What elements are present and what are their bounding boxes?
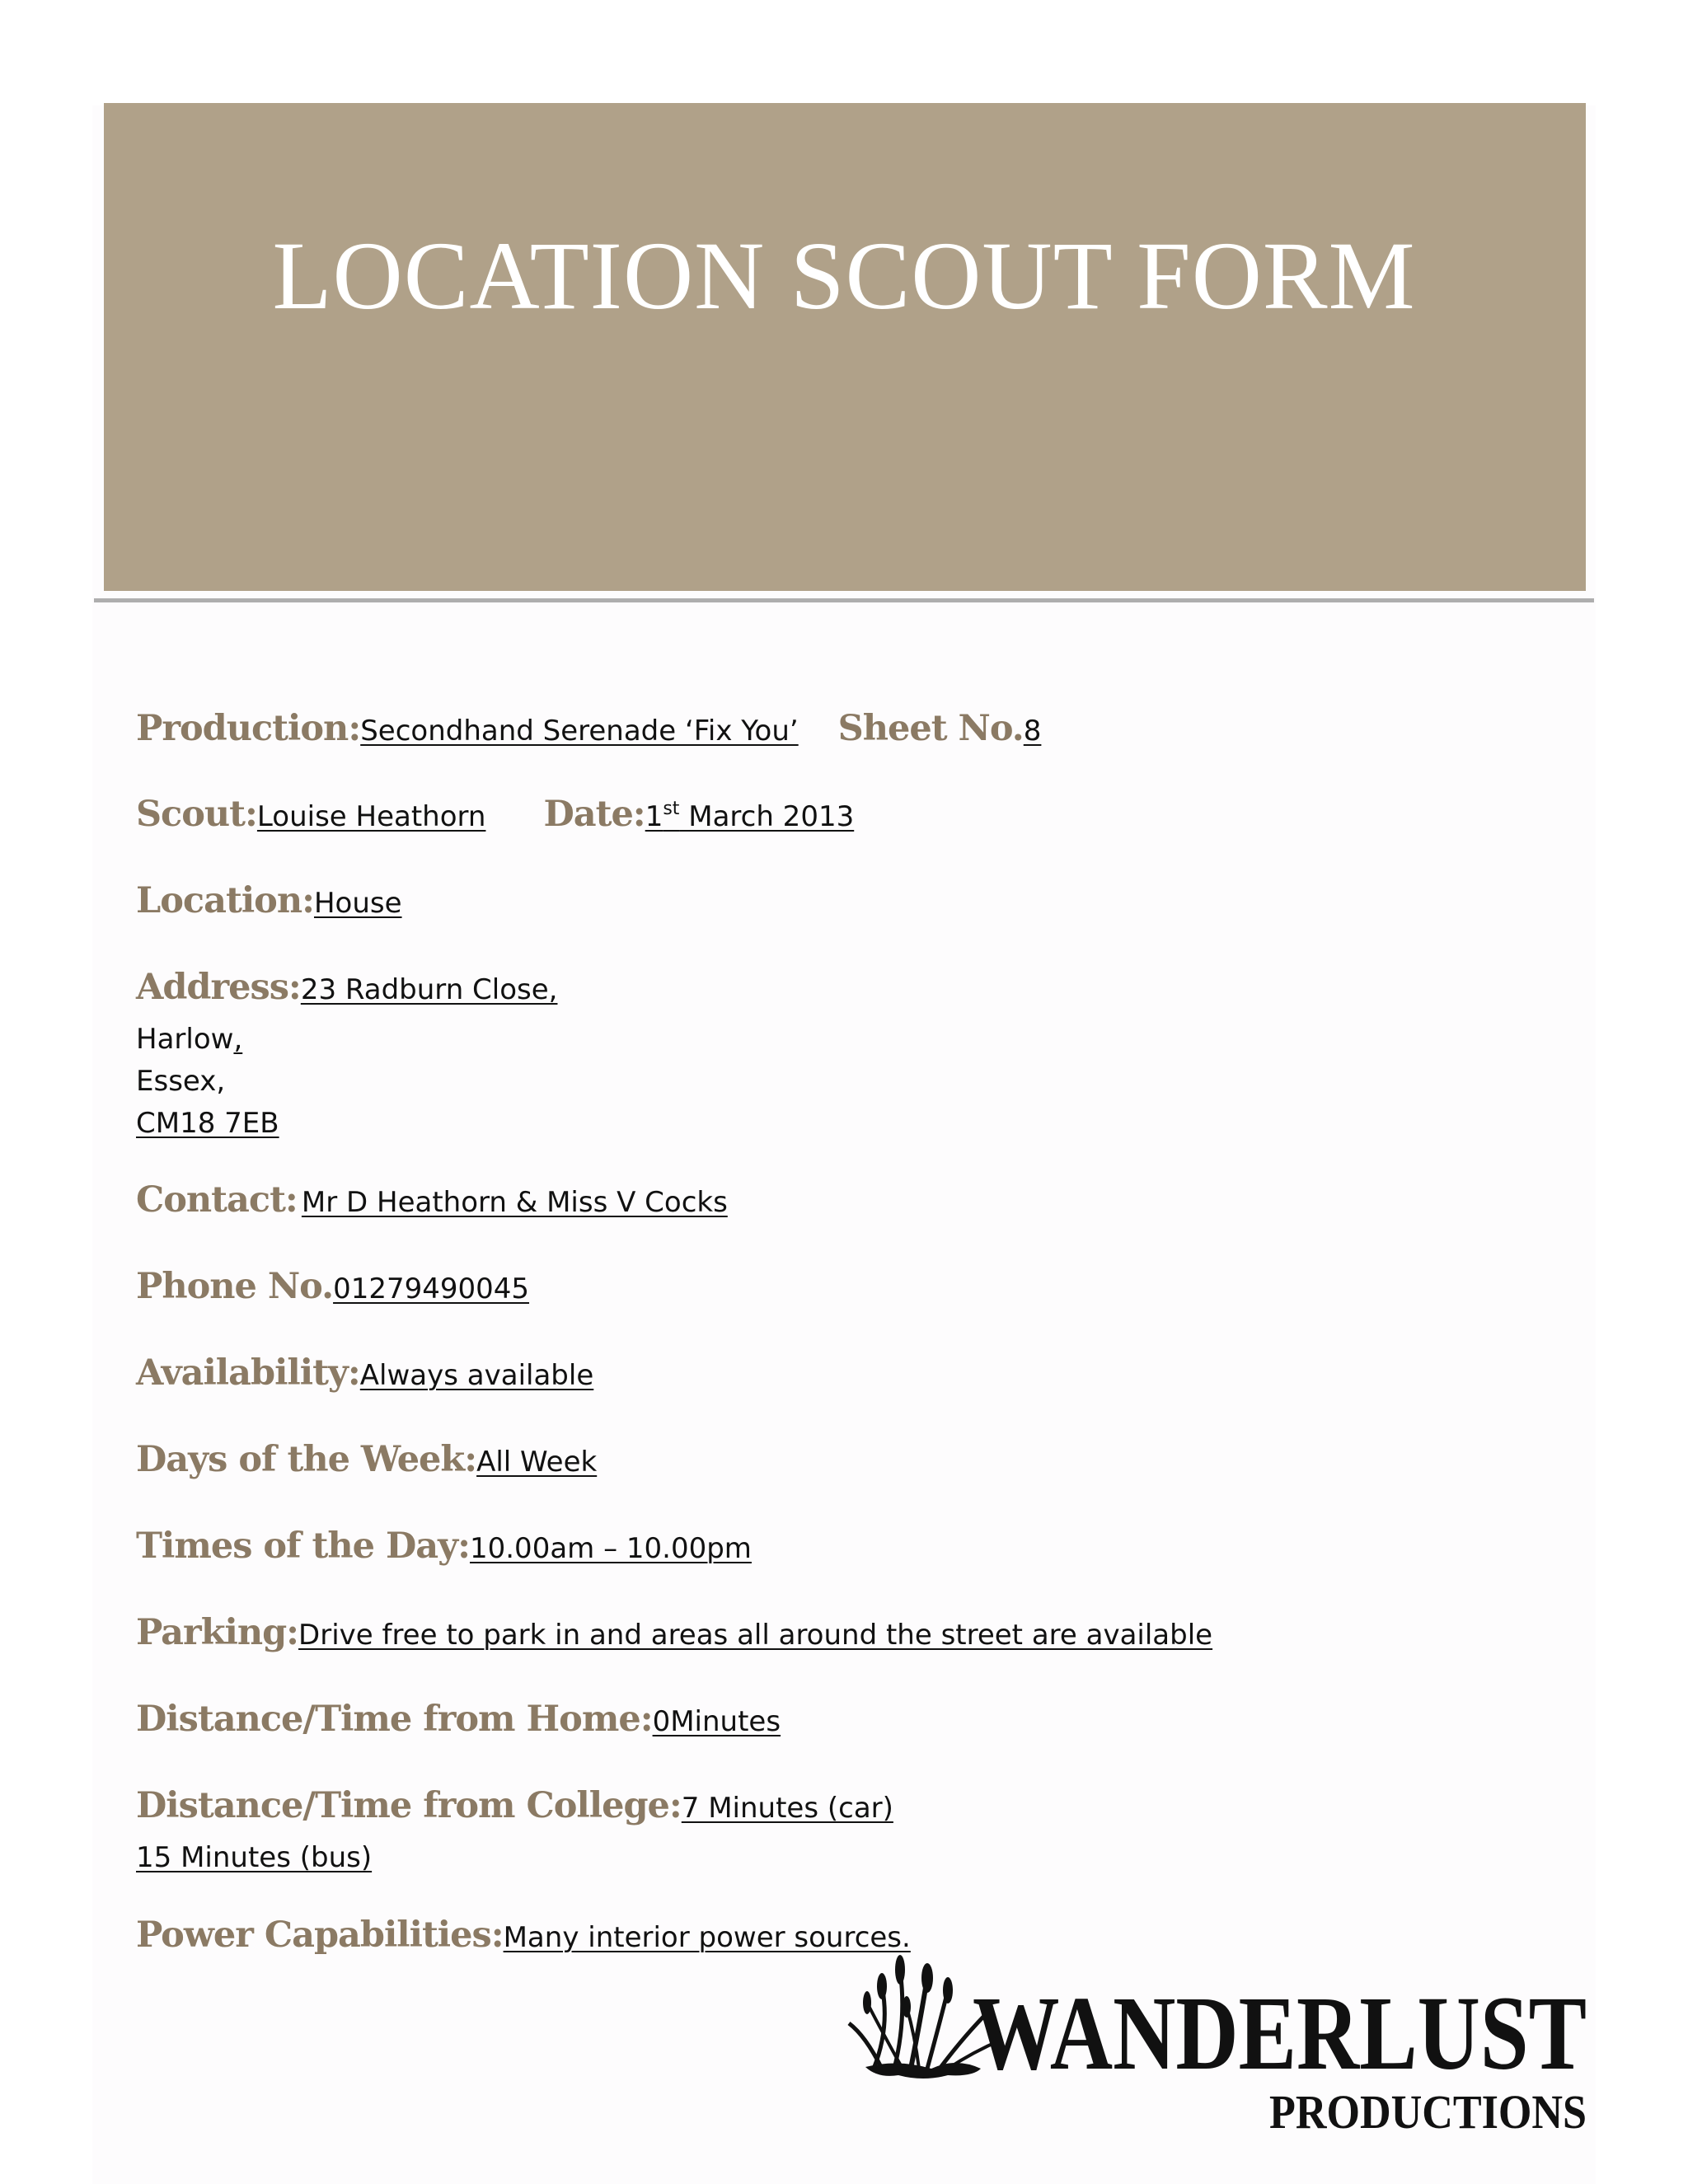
address-line-2: Harlow xyxy=(136,1023,234,1056)
location-value: House xyxy=(313,887,402,920)
parking-value: Drive free to park in and areas all around the street are available xyxy=(298,1619,1213,1652)
college-distance-value-2: 15 Minutes (bus) xyxy=(136,1841,373,1874)
power-row xyxy=(136,1909,911,1961)
date-day: 1 xyxy=(645,800,663,833)
college-distance-row xyxy=(136,1779,893,1832)
availability-value: Always available xyxy=(359,1359,594,1392)
parking-label: Parking: xyxy=(136,1612,299,1653)
scout-row xyxy=(136,788,854,841)
address-line-2-row xyxy=(136,1019,242,1060)
logo-subtitle: PRODUCTIONS xyxy=(1269,2085,1587,2139)
sheet-no-value: 8 xyxy=(1023,715,1042,748)
power-label: Power Capabilities: xyxy=(136,1915,504,1956)
address-line-2-comma: , xyxy=(233,1023,243,1056)
address-line-4: CM18 7EB xyxy=(136,1107,279,1140)
address-line-3: Essex, xyxy=(136,1065,226,1098)
availability-label: Availability: xyxy=(136,1352,360,1394)
times-row xyxy=(136,1520,752,1572)
date-value xyxy=(645,800,855,833)
header-divider xyxy=(94,598,1594,602)
phone-label: Phone No. xyxy=(136,1266,334,1307)
address-line-1: 23 Radburn Close, xyxy=(300,973,558,1006)
power-value: Many interior power sources. xyxy=(503,1921,911,1954)
date-label: Date: xyxy=(543,794,645,835)
phone-value: 01279490045 xyxy=(333,1272,530,1305)
times-value: 10.00am – 10.00pm xyxy=(469,1532,752,1565)
address-line-4-row xyxy=(136,1103,279,1144)
address-row xyxy=(136,961,557,1014)
sheet-no-label: Sheet No. xyxy=(837,708,1024,749)
production-label: Production: xyxy=(136,708,361,749)
header-banner xyxy=(104,103,1586,591)
college-distance-row-2 xyxy=(136,1837,372,1878)
contact-row xyxy=(136,1174,728,1226)
availability-row xyxy=(136,1347,593,1399)
wanderlust-logo xyxy=(849,1945,1599,2143)
days-value: All Week xyxy=(476,1446,598,1479)
college-distance-value: 7 Minutes (car) xyxy=(681,1792,893,1825)
production-value: Secondhand Serenade ‘Fix You’ xyxy=(360,715,799,748)
parking-row xyxy=(136,1606,1212,1659)
address-line-3-row xyxy=(136,1061,225,1102)
production-row xyxy=(136,702,1041,755)
date-suffix: st xyxy=(663,799,680,819)
contact-label: Contact: xyxy=(136,1179,298,1221)
home-distance-row xyxy=(136,1693,781,1746)
days-row xyxy=(136,1433,597,1486)
location-row xyxy=(136,874,402,927)
college-distance-label: Distance/Time from College: xyxy=(136,1785,682,1826)
location-label: Location: xyxy=(136,880,314,921)
scout-value: Louise Heathorn xyxy=(256,800,486,833)
address-label: Address: xyxy=(136,967,301,1008)
phone-row xyxy=(136,1260,529,1313)
contact-value: Mr D Heathorn & Miss V Cocks xyxy=(301,1186,728,1219)
scout-label: Scout: xyxy=(136,794,257,835)
home-distance-value: 0Minutes xyxy=(652,1705,781,1738)
home-distance-label: Distance/Time from Home: xyxy=(136,1699,653,1740)
days-label: Days of the Week: xyxy=(136,1439,477,1480)
times-label: Times of the Day: xyxy=(136,1526,470,1567)
date-rest: March 2013 xyxy=(679,800,855,833)
logo-wordmark: WANDERLUST xyxy=(973,1975,1587,2092)
page-title: LOCATION SCOUT FORM xyxy=(272,222,1416,330)
